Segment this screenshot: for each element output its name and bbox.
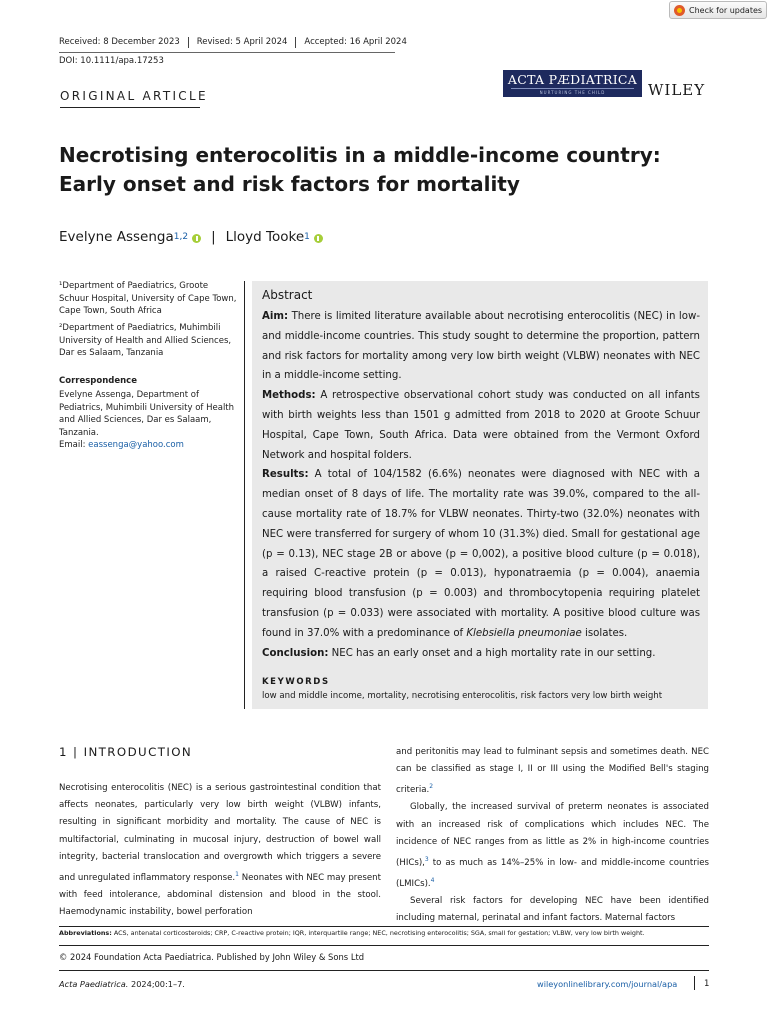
footer-separator — [694, 976, 695, 990]
abbreviations-footnote — [59, 929, 709, 938]
check-for-updates-button[interactable] — [669, 1, 767, 19]
email-link[interactable]: eassenga@yahoo.com — [88, 440, 184, 451]
author-affiliation-ref: 1,2 — [173, 232, 189, 242]
aim-label: Aim: — [262, 311, 289, 322]
abstract-text — [262, 307, 700, 663]
journal-logo[interactable] — [503, 70, 642, 97]
abbreviations-text: ACS, antenatal corticosteroids; CRP, C-reactive protein; IQR, interquartile range; NEC, necrotising enterocolitis; SGA, small for gestation; VLBW, very low birth weight. — [111, 929, 645, 937]
accepted-date: Accepted: 16 April 2024 — [295, 37, 414, 48]
footnote-divider — [59, 945, 709, 946]
abbreviations-label: Abbreviations: — [59, 929, 112, 937]
reference-link[interactable]: 2 — [429, 783, 434, 791]
reference-link[interactable]: 4 — [430, 877, 435, 885]
aim-text: There is limited literature available about necrotising enterocolitis (NEC) in low- and middle-income countries. This study sought to determine the proportion, pattern and risk factors for mortality among very low birth weight (VLBW) neonates with NEC in a middle-income setting. — [262, 311, 700, 382]
paragraph-text: to as much as 14%–25% in low- and middle-income countries (LMICs). — [396, 857, 709, 889]
journal-logo-tagline: NURTURING THE CHILD — [511, 88, 634, 95]
correspondence-details — [59, 389, 241, 452]
footnote-divider — [59, 926, 709, 927]
correspondence-heading: Correspondence — [59, 376, 137, 386]
paragraph — [59, 780, 381, 921]
body-column-right — [396, 744, 709, 928]
paragraph-text: Globally, the increased survival of preterm neonates is associated with an increased risk of complications which includes NEC. The incidence of NEC ranges from as little as 2% in high-income countries (HICs), — [396, 802, 709, 868]
correspondence-address: Evelyne Assenga, Department of Pediatrics, Muhimbili University of Health and Allied Sciences, Dar es Salaam, Tanzania. — [59, 390, 235, 438]
methods-label: Methods: — [262, 390, 316, 402]
reference-link[interactable]: 3 — [424, 856, 429, 864]
methods-text: A retrospective observational cohort study was conducted on all infants with birth weights less than 1501 g admitted from 2018 to 2020 at Groote Schuur Hospital, Cape Town, South Africa. Data were obtained from the Vermont Oxford Network and hospital folders. — [262, 390, 700, 461]
affiliation: ¹Department of Paediatrics, Groote Schuur Hospital, University of Cape Town, Cape Town, South Africa — [59, 281, 237, 317]
results-label: Results: — [262, 469, 309, 481]
paragraph: Several risk factors for developing NEC have been identified including maternal, perinatal and infant factors. Maternal factors — [396, 896, 709, 924]
email-label: Email: — [59, 440, 89, 451]
article-type: ORIGINAL ARTICLE — [60, 89, 208, 103]
citation-footer — [59, 979, 185, 989]
results-text-end: isolates. — [581, 627, 628, 639]
author-affiliation-ref: 1 — [304, 232, 310, 242]
orcid-icon[interactable] — [314, 234, 323, 243]
results-organism: Klebsiella pneumoniae — [466, 627, 582, 639]
crossmark-icon — [674, 5, 685, 16]
header-divider — [59, 52, 395, 53]
article-title: Necrotising enterocolitis in a middle-income country: Early onset and risk factors for mortality — [59, 143, 661, 196]
doi[interactable]: DOI: 10.1111/apa.17253 — [59, 56, 164, 66]
body-column-left — [59, 780, 381, 921]
orcid-icon[interactable] — [192, 234, 201, 243]
article-dates — [59, 37, 415, 48]
footer-divider — [59, 970, 709, 971]
author-name[interactable]: Lloyd Tooke — [225, 229, 305, 245]
results-text: A total of 104/1582 (6.6%) neonates were diagnosed with NEC with a median onset of 8 days of life. The mortality rate was 39.0%, compared to the all-cause mortality rate of 18.7% for VLBW neonates. Thirty-two (32.0%) neonates with NEC were transferred for surgery of whom 10 (31.3%) died. Small for gestational age (p = 0.13), NEC stage 2B or above (p = 0,002), a positive blood culture (p = 0.018), a raised C-reactive protein (p = 0.013), hyponatraemia (p = 0.004), anaemia requiring blood transfusion (p = 0.003) and thrombocytopenia requiring platelet transfusion (p = 0.033) were associated with mortality. A positive blood culture was found in 37.0% with a predominance of — [262, 469, 700, 639]
keywords: low and middle income, mortality, necrotising enterocolitis, risk factors very low birth weight — [262, 691, 663, 701]
column-divider — [244, 281, 245, 709]
keywords-heading: KEYWORDS — [262, 677, 330, 687]
paragraph-text: Neonates with NEC may present with feed intolerance, abdominal distension and blood in the stool. Haemodynamic instability, bowel perforation — [59, 872, 381, 918]
journal-logo-name: ACTA PÆDIATRICA — [507, 72, 638, 87]
citation-details: 2024;00:1–7. — [128, 979, 185, 989]
journal-url-link[interactable]: wileyonlinelibrary.com/journal/apa — [537, 979, 678, 989]
revised-date: Revised: 5 April 2024 — [188, 37, 296, 48]
journal-name: Acta Paediatrica. — [59, 979, 129, 989]
copyright-notice: © 2024 Foundation Acta Paediatrica. Published by John Wiley & Sons Ltd — [59, 952, 365, 962]
abstract-heading: Abstract — [262, 288, 313, 302]
conclusion-text: NEC has an early onset and a high mortality rate in our setting. — [328, 647, 656, 659]
author-list — [59, 229, 323, 245]
paragraph-text: Necrotising enterocolitis (NEC) is a serious gastrointestinal condition that affects neonates, particularly very low birth weight (VLBW) infants, resulting in significant morbidity and mortality. The cause of NEC is multifactorial, culminating in mucosal injury, destruction of bowel wall integrity, bacterial translocation and overgrowth which triggers a severe and unregulated inflammatory response. — [59, 783, 381, 883]
received-date: Received: 8 December 2023 — [59, 37, 180, 47]
publisher-logo[interactable]: WILEY — [648, 81, 706, 99]
check-for-updates-label: Check for updates — [689, 5, 763, 15]
author-separator: | — [211, 229, 216, 245]
affiliation: ²Department of Paediatrics, Muhimbili University of Health and Allied Sciences, Dar es Salaam, Tanzania — [59, 323, 232, 359]
reference-link[interactable]: 1 — [235, 871, 239, 879]
author-name[interactable]: Evelyne Assenga — [59, 229, 174, 245]
paragraph-text: and peritonitis may lead to fulminant sepsis and sometimes death. NEC can be classified as stage I, II or III using the Modified Bell's staging criteria. — [396, 747, 709, 796]
paragraph — [396, 744, 709, 799]
page-number: 1 — [704, 979, 710, 989]
paragraph — [396, 799, 709, 893]
article-type-underline — [60, 107, 200, 108]
section-heading-introduction: 1 | INTRODUCTION — [59, 745, 193, 759]
conclusion-label: Conclusion: — [262, 647, 329, 659]
